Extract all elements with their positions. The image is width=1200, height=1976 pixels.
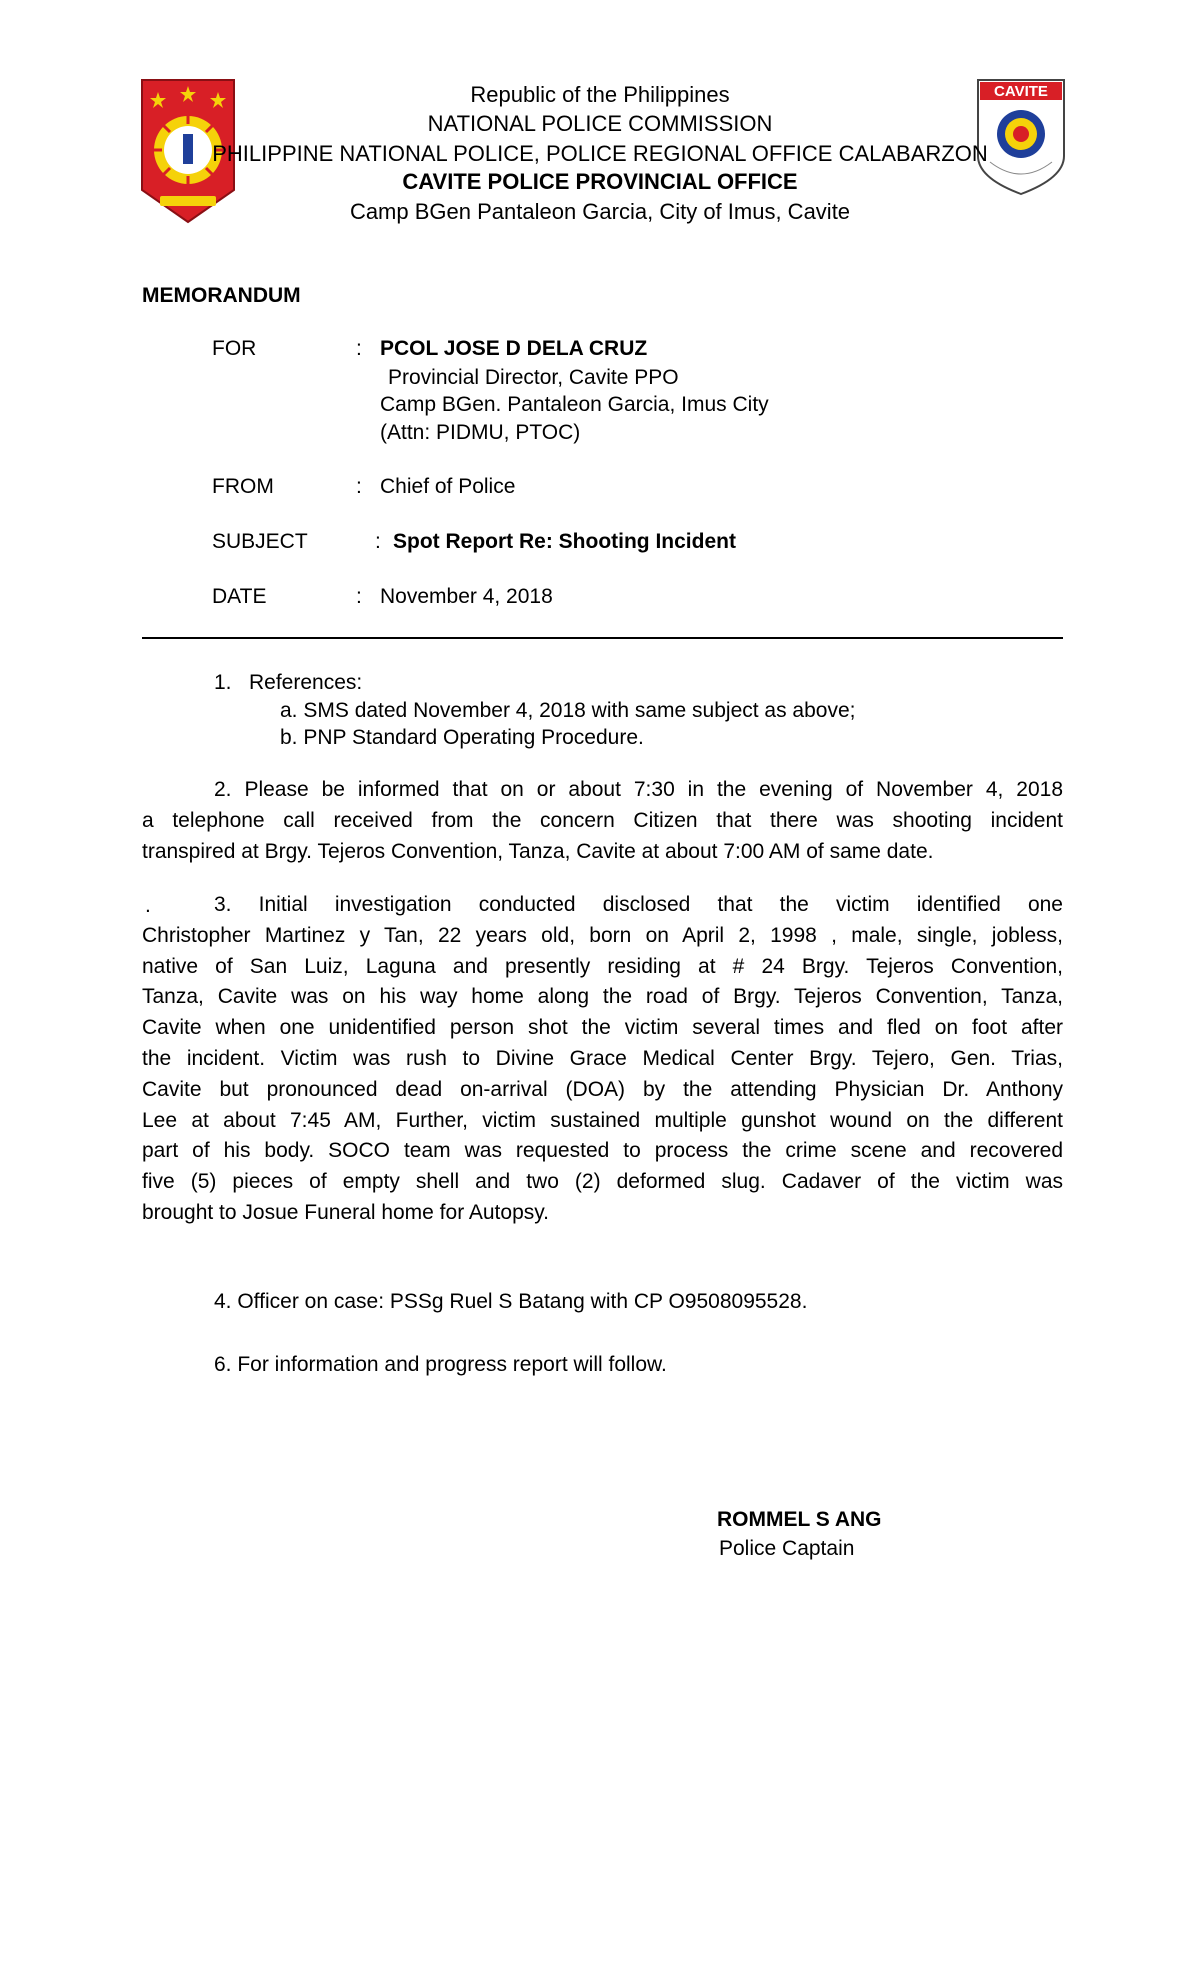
p3-line: native of San Luiz, Laguna and presently residing at # 24 Brgy. Tejeros Convention,: [142, 954, 1063, 978]
signatory-title: Police Captain: [719, 1537, 855, 1560]
p3-line: Cavite but pronounced dead on-arrival (DOA) by the attending Physician Dr. Anthony: [142, 1077, 1063, 1101]
p3-line: Tanza, Cavite was on his way home along the road of Brgy. Tejeros Convention, Tanza,: [142, 985, 1063, 1009]
p4-officer: 4. Officer on case: PSSg Ruel S Batang with CP O9508095528.: [214, 1290, 808, 1313]
for-address: Camp BGen. Pantaleon Garcia, Imus City: [380, 393, 769, 416]
header-pnp-region: PHILIPPINE NATIONAL POLICE, POLICE REGIONAL OFFICE CALABARZON: [212, 141, 988, 166]
header-republic: Republic of the Philippines: [470, 82, 730, 107]
p3-line: brought to Josue Funeral home for Autopsy.: [142, 1200, 550, 1224]
p3-line: part of his body. SOCO team was requested to process the crime scene and recovered: [142, 1139, 1063, 1163]
p3-line: 3. Initial investigation conducted disclosed that the victim identified one: [214, 893, 1063, 916]
p2-line: a telephone call received from the concern Citizen that there was shooting incident: [142, 808, 1063, 832]
subject-label: SUBJECT: [212, 530, 308, 553]
for-colon: :: [356, 337, 362, 360]
p3-line: Lee at about 7:45 AM, Further, victim sustained multiple gunshot wound on the different: [142, 1108, 1063, 1132]
for-position: Provincial Director, Cavite PPO: [388, 366, 679, 389]
p1-ref-a: a. SMS dated November 4, 2018 with same subject as above;: [280, 699, 856, 722]
p3-dot: .: [145, 894, 151, 917]
for-name: PCOL JOSE D DELA CRUZ: [380, 337, 648, 360]
paragraph-3: [142, 890, 1063, 1229]
for-attn: (Attn: PIDMU, PTOC): [380, 421, 581, 444]
p2-line: 2. Please be informed that on or about 7:30 in the evening of November 4, 2018: [214, 778, 1063, 801]
from-value: Chief of Police: [380, 475, 516, 498]
for-label: FOR: [212, 337, 257, 360]
from-colon: :: [356, 475, 362, 498]
p1-number: 1.: [214, 671, 232, 694]
p1-ref-b: b. PNP Standard Operating Procedure.: [280, 726, 644, 749]
header-divider: [142, 637, 1063, 639]
subject-value: Spot Report Re: Shooting Incident: [393, 530, 736, 553]
p2-line: transpired at Brgy. Tejeros Convention, Tanza, Cavite at about 7:00 AM of same date.: [142, 839, 934, 863]
header-address: Camp BGen Pantaleon Garcia, City of Imus, Cavite: [349, 199, 851, 224]
p3-line: five (5) pieces of empty shell and two (2) deformed slug. Cadaver of the victim was: [142, 1170, 1063, 1194]
date-value: November 4, 2018: [380, 585, 553, 608]
cavite-banner-text: CAVITE: [994, 83, 1048, 100]
date-label: DATE: [212, 585, 267, 608]
header-napolcom: NATIONAL POLICE COMMISSION: [427, 111, 773, 136]
paragraph-2: [142, 775, 1063, 867]
memo-title: MEMORANDUM: [142, 284, 301, 307]
p3-line: Christopher Martinez y Tan, 22 years old, born on April 2, 1998 , male, single, jobless,: [142, 923, 1063, 947]
subject-colon: :: [375, 530, 381, 553]
p1-title: References:: [249, 671, 363, 694]
p3-line: Cavite when one unidentified person shot the victim several times and fled on foot after: [142, 1016, 1063, 1040]
p3-line: the incident. Victim was rush to Divine Grace Medical Center Brgy. Tejero, Gen. Trias,: [142, 1046, 1063, 1070]
signatory-name: ROMMEL S ANG: [717, 1508, 882, 1531]
date-colon: :: [356, 585, 362, 608]
from-label: FROM: [212, 475, 274, 498]
p6-info: 6. For information and progress report will follow.: [214, 1353, 667, 1376]
header-office: CAVITE POLICE PROVINCIAL OFFICE: [402, 169, 798, 194]
